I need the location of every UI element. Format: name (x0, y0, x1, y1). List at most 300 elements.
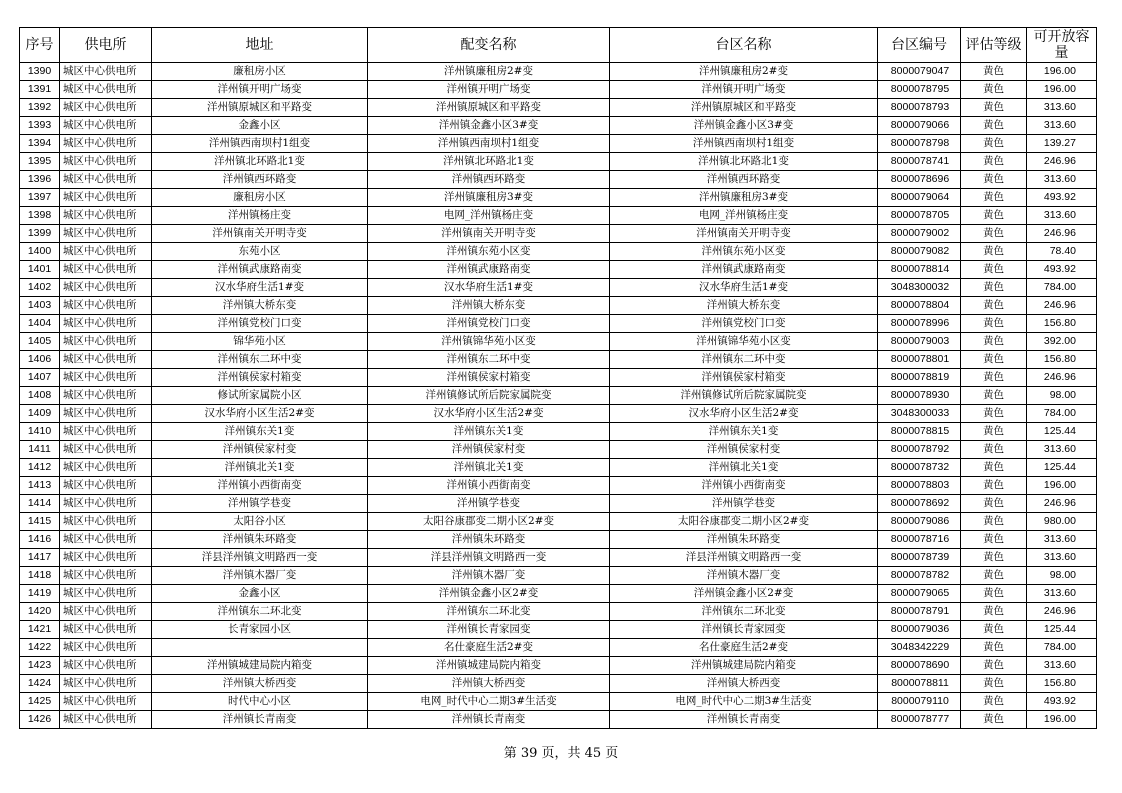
cell-transformer: 洋州镇廉租房2#变 (368, 63, 610, 81)
cell-area: 洋州镇修试所后院家属院变 (610, 387, 878, 405)
cell-capacity: 125.44 (1027, 423, 1097, 441)
cell-capacity: 196.00 (1027, 63, 1097, 81)
cell-area: 汉水华府小区生活2#变 (610, 405, 878, 423)
cell-address: 洋州镇大桥西变 (152, 675, 368, 693)
cell-grade: 黄色 (961, 261, 1027, 279)
cell-supply: 城区中心供电所 (60, 243, 152, 261)
cell-capacity: 78.40 (1027, 243, 1097, 261)
table-row (20, 387, 1097, 405)
header-row (20, 28, 1097, 63)
cell-supply: 城区中心供电所 (60, 711, 152, 729)
cell-transformer: 洋州镇武康路南变 (368, 261, 610, 279)
cell-capacity: 246.96 (1027, 225, 1097, 243)
cell-address: 金鑫小区 (152, 585, 368, 603)
cell-code: 8000078804 (878, 297, 961, 315)
cell-area: 名仕豪庭生活2#变 (610, 639, 878, 657)
cell-capacity: 196.00 (1027, 477, 1097, 495)
cell-address: 洋州镇开明广场变 (152, 81, 368, 99)
cell-capacity: 156.80 (1027, 315, 1097, 333)
cell-supply: 城区中心供电所 (60, 153, 152, 171)
cell-capacity: 125.44 (1027, 459, 1097, 477)
cell-no: 1415 (20, 513, 60, 531)
cell-code: 8000078716 (878, 531, 961, 549)
cell-grade: 黄色 (961, 621, 1027, 639)
cell-grade: 黄色 (961, 243, 1027, 261)
cell-capacity: 125.44 (1027, 621, 1097, 639)
cell-address: 洋州镇党校门口变 (152, 315, 368, 333)
cell-transformer: 洋州镇城建局院内箱变 (368, 657, 610, 675)
table-row (20, 81, 1097, 99)
cell-area: 洋州镇金鑫小区2#变 (610, 585, 878, 603)
cell-no: 1412 (20, 459, 60, 477)
cell-area: 洋州镇西环路变 (610, 171, 878, 189)
cell-capacity: 392.00 (1027, 333, 1097, 351)
cell-area: 洋州镇廉租房2#变 (610, 63, 878, 81)
cell-no: 1420 (20, 603, 60, 621)
cell-area: 洋州镇东关1变 (610, 423, 878, 441)
table-row (20, 585, 1097, 603)
cell-capacity: 246.96 (1027, 603, 1097, 621)
cell-grade: 黄色 (961, 315, 1027, 333)
cell-address: 锦华苑小区 (152, 333, 368, 351)
page-footer: 第 39 页，共 45 页 (503, 746, 619, 761)
table-row (20, 153, 1097, 171)
cell-area: 洋州镇朱环路变 (610, 531, 878, 549)
cell-grade: 黄色 (961, 63, 1027, 81)
table-row (20, 351, 1097, 369)
cell-grade: 黄色 (961, 675, 1027, 693)
cell-capacity: 313.60 (1027, 117, 1097, 135)
cell-capacity: 139.27 (1027, 135, 1097, 153)
cell-code: 8000079064 (878, 189, 961, 207)
cell-address: 洋州镇西南坝村1组变 (152, 135, 368, 153)
cell-grade: 黄色 (961, 405, 1027, 423)
cell-capacity: 313.60 (1027, 531, 1097, 549)
cell-no: 1423 (20, 657, 60, 675)
cell-capacity: 980.00 (1027, 513, 1097, 531)
cell-no: 1422 (20, 639, 60, 657)
cell-transformer: 洋州镇东苑小区变 (368, 243, 610, 261)
cell-no: 1413 (20, 477, 60, 495)
cell-grade: 黄色 (961, 531, 1027, 549)
cell-code: 8000078782 (878, 567, 961, 585)
cell-capacity: 313.60 (1027, 441, 1097, 459)
cell-address: 洋州镇东关1变 (152, 423, 368, 441)
cell-transformer: 洋州镇修试所后院家属院变 (368, 387, 610, 405)
table-row (20, 693, 1097, 711)
cell-area: 洋州镇锦华苑小区变 (610, 333, 878, 351)
cell-capacity: 196.00 (1027, 711, 1097, 729)
cell-grade: 黄色 (961, 207, 1027, 225)
cell-grade: 黄色 (961, 387, 1027, 405)
header-transformer: 配变名称 (368, 28, 610, 63)
cell-no: 1425 (20, 693, 60, 711)
cell-address: 洋县洋州镇文明路西一变 (152, 549, 368, 567)
cell-no: 1411 (20, 441, 60, 459)
cell-supply: 城区中心供电所 (60, 387, 152, 405)
cell-code: 8000078814 (878, 261, 961, 279)
cell-area: 洋州镇侯家村箱变 (610, 369, 878, 387)
cell-no: 1404 (20, 315, 60, 333)
cell-grade: 黄色 (961, 513, 1027, 531)
cell-code: 8000078819 (878, 369, 961, 387)
cell-address: 汉水华府生活1#变 (152, 279, 368, 297)
cell-supply: 城区中心供电所 (60, 567, 152, 585)
cell-supply: 城区中心供电所 (60, 477, 152, 495)
table-row (20, 567, 1097, 585)
cell-area: 洋州镇开明广场变 (610, 81, 878, 99)
cell-transformer: 洋州镇党校门口变 (368, 315, 610, 333)
cell-code: 8000078801 (878, 351, 961, 369)
cell-grade: 黄色 (961, 135, 1027, 153)
cell-address: 洋州镇北环路北1变 (152, 153, 368, 171)
cell-capacity: 493.92 (1027, 189, 1097, 207)
cell-capacity: 313.60 (1027, 585, 1097, 603)
cell-transformer: 洋州镇廉租房3#变 (368, 189, 610, 207)
table-row (20, 603, 1097, 621)
header-area: 台区名称 (610, 28, 878, 63)
cell-no: 1416 (20, 531, 60, 549)
cell-area: 洋州镇侯家村变 (610, 441, 878, 459)
cell-code: 8000079003 (878, 333, 961, 351)
table-row (20, 135, 1097, 153)
cell-grade: 黄色 (961, 225, 1027, 243)
cell-code: 8000078692 (878, 495, 961, 513)
cell-address: 洋州镇城建局院内箱变 (152, 657, 368, 675)
cell-address: 汉水华府小区生活2#变 (152, 405, 368, 423)
cell-grade: 黄色 (961, 657, 1027, 675)
table-row (20, 513, 1097, 531)
table-row (20, 63, 1097, 81)
cell-code: 8000078811 (878, 675, 961, 693)
cell-no: 1409 (20, 405, 60, 423)
header-grade: 评估等级 (961, 28, 1027, 63)
cell-address: 洋州镇杨庄变 (152, 207, 368, 225)
cell-capacity: 784.00 (1027, 405, 1097, 423)
cell-address: 廉租房小区 (152, 63, 368, 81)
cell-grade: 黄色 (961, 99, 1027, 117)
cell-grade: 黄色 (961, 117, 1027, 135)
cell-area: 洋州镇西南坝村1组变 (610, 135, 878, 153)
cell-area: 洋州镇原城区和平路变 (610, 99, 878, 117)
cell-transformer: 洋州镇金鑫小区2#变 (368, 585, 610, 603)
cell-no: 1408 (20, 387, 60, 405)
cell-transformer: 洋州镇金鑫小区3#变 (368, 117, 610, 135)
table-row (20, 315, 1097, 333)
cell-area: 洋州镇党校门口变 (610, 315, 878, 333)
cell-supply: 城区中心供电所 (60, 297, 152, 315)
cell-code: 8000078739 (878, 549, 961, 567)
cell-supply: 城区中心供电所 (60, 405, 152, 423)
cell-no: 1393 (20, 117, 60, 135)
cell-capacity: 246.96 (1027, 153, 1097, 171)
cell-no: 1390 (20, 63, 60, 81)
cell-no: 1401 (20, 261, 60, 279)
cell-grade: 黄色 (961, 477, 1027, 495)
cell-area: 洋州镇北环路北1变 (610, 153, 878, 171)
cell-grade: 黄色 (961, 333, 1027, 351)
cell-area: 洋州镇大桥东变 (610, 297, 878, 315)
cell-grade: 黄色 (961, 711, 1027, 729)
table-row (20, 459, 1097, 477)
cell-capacity: 313.60 (1027, 171, 1097, 189)
cell-supply: 城区中心供电所 (60, 117, 152, 135)
table-row (20, 243, 1097, 261)
table-row (20, 675, 1097, 693)
table-row (20, 369, 1097, 387)
cell-capacity: 246.96 (1027, 495, 1097, 513)
cell-area: 电网_时代中心二期3#生活变 (610, 693, 878, 711)
cell-grade: 黄色 (961, 585, 1027, 603)
cell-address: 洋州镇学巷变 (152, 495, 368, 513)
cell-transformer: 洋州镇大桥东变 (368, 297, 610, 315)
cell-capacity: 784.00 (1027, 639, 1097, 657)
cell-supply: 城区中心供电所 (60, 333, 152, 351)
cell-code: 8000078705 (878, 207, 961, 225)
cell-supply: 城区中心供电所 (60, 639, 152, 657)
cell-grade: 黄色 (961, 459, 1027, 477)
cell-transformer: 洋州镇侯家村变 (368, 441, 610, 459)
cell-supply: 城区中心供电所 (60, 207, 152, 225)
cell-area: 洋州镇长青南变 (610, 711, 878, 729)
cell-address (152, 639, 368, 657)
cell-address: 洋州镇原城区和平路变 (152, 99, 368, 117)
header-no: 序号 (20, 28, 60, 63)
table-row (20, 297, 1097, 315)
cell-code: 3048300032 (878, 279, 961, 297)
cell-capacity: 313.60 (1027, 549, 1097, 567)
cell-supply: 城区中心供电所 (60, 657, 152, 675)
cell-transformer: 洋州镇木器厂变 (368, 567, 610, 585)
cell-code: 8000078930 (878, 387, 961, 405)
cell-area: 汉水华府生活1#变 (610, 279, 878, 297)
cell-no: 1426 (20, 711, 60, 729)
cell-supply: 城区中心供电所 (60, 513, 152, 531)
cell-transformer: 洋州镇侯家村箱变 (368, 369, 610, 387)
cell-transformer: 汉水华府小区生活2#变 (368, 405, 610, 423)
cell-supply: 城区中心供电所 (60, 279, 152, 297)
cell-capacity: 246.96 (1027, 297, 1097, 315)
cell-capacity: 313.60 (1027, 207, 1097, 225)
header-capacity: 可开放容量 (1027, 28, 1097, 63)
table-row (20, 189, 1097, 207)
cell-capacity: 98.00 (1027, 387, 1097, 405)
cell-code: 8000078777 (878, 711, 961, 729)
cell-address: 洋州镇侯家村变 (152, 441, 368, 459)
cell-supply: 城区中心供电所 (60, 171, 152, 189)
cell-transformer: 电网_洋州镇杨庄变 (368, 207, 610, 225)
table-row (20, 477, 1097, 495)
table-row (20, 279, 1097, 297)
cell-code: 8000078791 (878, 603, 961, 621)
cell-capacity: 98.00 (1027, 567, 1097, 585)
cell-code: 8000079110 (878, 693, 961, 711)
cell-no: 1406 (20, 351, 60, 369)
table-row (20, 405, 1097, 423)
cell-address: 长青家园小区 (152, 621, 368, 639)
cell-area: 洋州镇南关开明寺变 (610, 225, 878, 243)
cell-no: 1400 (20, 243, 60, 261)
cell-address: 洋州镇东二环北变 (152, 603, 368, 621)
cell-address: 廉租房小区 (152, 189, 368, 207)
cell-supply: 城区中心供电所 (60, 423, 152, 441)
cell-transformer: 洋州镇长青南变 (368, 711, 610, 729)
cell-area: 洋州镇大桥西变 (610, 675, 878, 693)
cell-no: 1394 (20, 135, 60, 153)
cell-code: 8000079082 (878, 243, 961, 261)
cell-capacity: 313.60 (1027, 99, 1097, 117)
table-row (20, 441, 1097, 459)
cell-area: 洋州镇城建局院内箱变 (610, 657, 878, 675)
cell-code: 8000079066 (878, 117, 961, 135)
cell-code: 8000078792 (878, 441, 961, 459)
cell-code: 8000078815 (878, 423, 961, 441)
cell-address: 修试所家属院小区 (152, 387, 368, 405)
cell-transformer: 洋州镇南关开明寺变 (368, 225, 610, 243)
cell-transformer: 洋州镇东二环中变 (368, 351, 610, 369)
table-row (20, 171, 1097, 189)
cell-supply: 城区中心供电所 (60, 135, 152, 153)
cell-area: 洋州镇东二环中变 (610, 351, 878, 369)
table-row (20, 261, 1097, 279)
cell-no: 1391 (20, 81, 60, 99)
capacity-table (19, 27, 1097, 729)
cell-transformer: 电网_时代中心二期3#生活变 (368, 693, 610, 711)
cell-no: 1418 (20, 567, 60, 585)
cell-address: 洋州镇朱环路变 (152, 531, 368, 549)
cell-supply: 城区中心供电所 (60, 63, 152, 81)
cell-address: 洋州镇木器厂变 (152, 567, 368, 585)
cell-area: 洋州镇木器厂变 (610, 567, 878, 585)
cell-grade: 黄色 (961, 189, 1027, 207)
cell-supply: 城区中心供电所 (60, 225, 152, 243)
table-row (20, 207, 1097, 225)
cell-supply: 城区中心供电所 (60, 99, 152, 117)
cell-address: 太阳谷小区 (152, 513, 368, 531)
cell-code: 8000079002 (878, 225, 961, 243)
cell-supply: 城区中心供电所 (60, 261, 152, 279)
cell-supply: 城区中心供电所 (60, 531, 152, 549)
cell-code: 8000079086 (878, 513, 961, 531)
table-row (20, 657, 1097, 675)
cell-address: 东苑小区 (152, 243, 368, 261)
cell-capacity: 493.92 (1027, 261, 1097, 279)
cell-transformer: 洋州镇西南坝村1组变 (368, 135, 610, 153)
cell-supply: 城区中心供电所 (60, 459, 152, 477)
cell-area: 洋州镇北关1变 (610, 459, 878, 477)
table-row (20, 225, 1097, 243)
cell-supply: 城区中心供电所 (60, 549, 152, 567)
cell-address: 洋州镇侯家村箱变 (152, 369, 368, 387)
cell-address: 洋州镇南关开明寺变 (152, 225, 368, 243)
cell-transformer: 洋州镇西环路变 (368, 171, 610, 189)
cell-supply: 城区中心供电所 (60, 495, 152, 513)
cell-transformer: 洋州镇锦华苑小区变 (368, 333, 610, 351)
cell-grade: 黄色 (961, 441, 1027, 459)
cell-no: 1421 (20, 621, 60, 639)
cell-address: 洋州镇西环路变 (152, 171, 368, 189)
cell-area: 洋州镇廉租房3#变 (610, 189, 878, 207)
cell-transformer: 洋州镇开明广场变 (368, 81, 610, 99)
cell-code: 3048342229 (878, 639, 961, 657)
cell-transformer: 洋州镇东关1变 (368, 423, 610, 441)
cell-address: 时代中心小区 (152, 693, 368, 711)
cell-no: 1396 (20, 171, 60, 189)
cell-no: 1424 (20, 675, 60, 693)
table-row (20, 621, 1097, 639)
cell-code: 8000079036 (878, 621, 961, 639)
cell-no: 1407 (20, 369, 60, 387)
cell-area: 洋州镇金鑫小区3#变 (610, 117, 878, 135)
cell-capacity: 196.00 (1027, 81, 1097, 99)
cell-grade: 黄色 (961, 495, 1027, 513)
cell-no: 1414 (20, 495, 60, 513)
cell-grade: 黄色 (961, 549, 1027, 567)
cell-code: 8000079065 (878, 585, 961, 603)
cell-transformer: 洋州镇小西街南变 (368, 477, 610, 495)
cell-transformer: 洋县洋州镇文明路西一变 (368, 549, 610, 567)
cell-no: 1398 (20, 207, 60, 225)
cell-transformer: 洋州镇学巷变 (368, 495, 610, 513)
cell-address: 洋州镇大桥东变 (152, 297, 368, 315)
cell-grade: 黄色 (961, 81, 1027, 99)
cell-no: 1405 (20, 333, 60, 351)
cell-code: 8000078996 (878, 315, 961, 333)
table-row (20, 639, 1097, 657)
table-row (20, 423, 1097, 441)
cell-area: 电网_洋州镇杨庄变 (610, 207, 878, 225)
cell-no: 1417 (20, 549, 60, 567)
table-row (20, 711, 1097, 729)
cell-supply: 城区中心供电所 (60, 369, 152, 387)
cell-no: 1392 (20, 99, 60, 117)
table-row (20, 549, 1097, 567)
cell-capacity: 313.60 (1027, 657, 1097, 675)
cell-supply: 城区中心供电所 (60, 81, 152, 99)
table-row (20, 99, 1097, 117)
cell-transformer: 洋州镇北环路北1变 (368, 153, 610, 171)
cell-grade: 黄色 (961, 693, 1027, 711)
cell-area: 洋州镇小西街南变 (610, 477, 878, 495)
cell-grade: 黄色 (961, 171, 1027, 189)
cell-no: 1397 (20, 189, 60, 207)
cell-transformer: 洋州镇朱环路变 (368, 531, 610, 549)
cell-grade: 黄色 (961, 639, 1027, 657)
cell-transformer: 洋州镇大桥西变 (368, 675, 610, 693)
table-body (20, 63, 1097, 729)
cell-area: 洋县洋州镇文明路西一变 (610, 549, 878, 567)
cell-code: 8000078741 (878, 153, 961, 171)
header-code: 台区编号 (878, 28, 961, 63)
cell-grade: 黄色 (961, 369, 1027, 387)
cell-capacity: 156.80 (1027, 675, 1097, 693)
cell-grade: 黄色 (961, 279, 1027, 297)
cell-grade: 黄色 (961, 297, 1027, 315)
cell-no: 1395 (20, 153, 60, 171)
cell-area: 洋州镇东苑小区变 (610, 243, 878, 261)
cell-grade: 黄色 (961, 603, 1027, 621)
cell-grade: 黄色 (961, 423, 1027, 441)
cell-area: 洋州镇长青家园变 (610, 621, 878, 639)
cell-capacity: 784.00 (1027, 279, 1097, 297)
cell-code: 8000078803 (878, 477, 961, 495)
cell-no: 1402 (20, 279, 60, 297)
cell-supply: 城区中心供电所 (60, 189, 152, 207)
cell-area: 洋州镇东二环北变 (610, 603, 878, 621)
cell-address: 洋州镇小西街南变 (152, 477, 368, 495)
cell-address: 洋州镇北关1变 (152, 459, 368, 477)
cell-transformer: 名仕豪庭生活2#变 (368, 639, 610, 657)
